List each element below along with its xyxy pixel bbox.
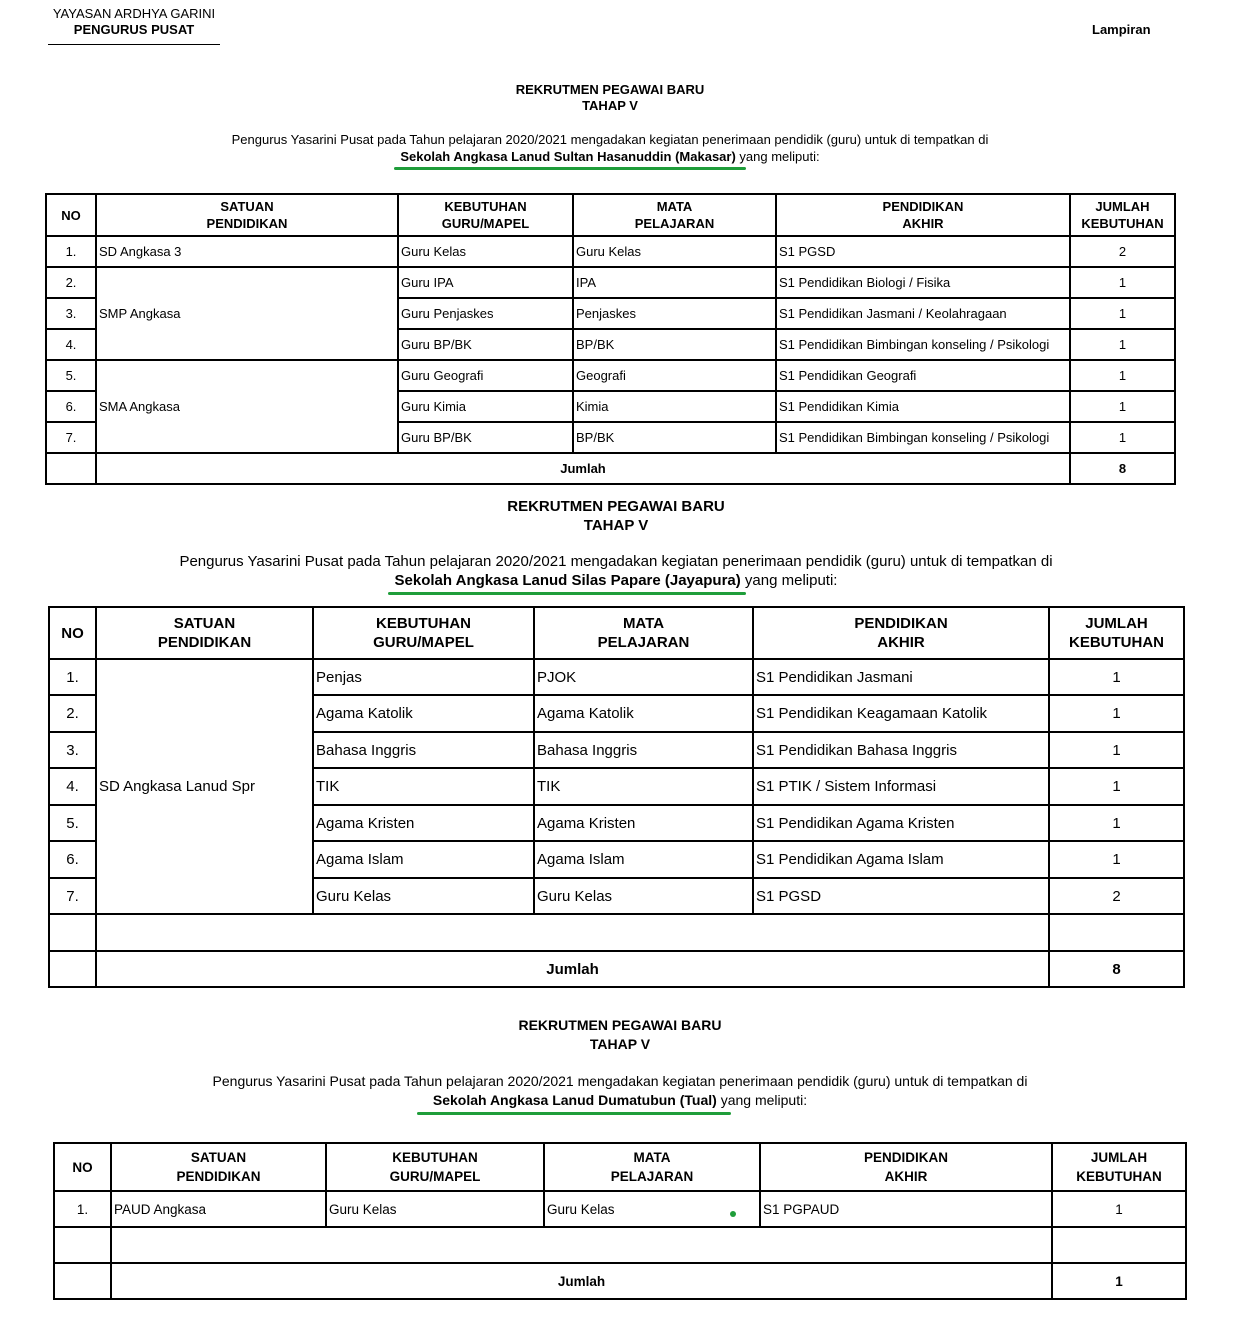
row-pendidikan: S1 Pendidikan Bimbingan konseling / Psikologi [776, 422, 1070, 453]
school-name: Sekolah Angkasa Lanud Sultan Hasanuddin (Makasar) [400, 149, 736, 164]
col-jumlah: JUMLAH KEBUTUHAN [1070, 194, 1175, 236]
section-subtitle: TAHAP V [582, 98, 638, 113]
col-mata: MATA PELAJARAN [573, 194, 776, 236]
row-pendidikan: S1 Pendidikan Jasmani [753, 659, 1049, 695]
row-no: 7. [46, 422, 96, 453]
row-no: 7. [49, 878, 96, 914]
section-3-heading [0, 1016, 1240, 1054]
row-no: 2. [46, 267, 96, 298]
table-header [54, 1143, 1186, 1191]
total-value: 8 [1070, 453, 1175, 484]
row-kebutuhan: Guru Kelas [313, 878, 534, 914]
org-name: YAYASAN ARDHYA GARINI [52, 6, 216, 21]
col-kebutuhan: KEBUTUHAN GURU/MAPEL [313, 607, 534, 659]
col-pendidikan: PENDIDIKAN AKHIR [753, 607, 1049, 659]
green-dot-mark [730, 1211, 736, 1217]
row-pendidikan: S1 Pendidikan Biologi / Fisika [776, 267, 1070, 298]
row-kebutuhan: Guru Kelas [398, 236, 573, 267]
row-mapel: Guru Kelas [544, 1191, 760, 1227]
row-mapel: Agama Islam [534, 841, 753, 878]
section-1-table [45, 193, 1176, 485]
intro-text: Pengurus Yasarini Pusat pada Tahun pelajaran 2020/2021 mengadakan kegiatan penerimaan pendidik (guru) untuk di tempatkan di [231, 132, 989, 147]
row-mapel: Bahasa Inggris [534, 732, 753, 768]
row-kebutuhan: Guru Geografi [398, 360, 573, 391]
empty-row [49, 914, 1184, 951]
row-jumlah: 1 [1049, 805, 1184, 841]
empty-row [54, 1227, 1186, 1263]
col-no: NO [54, 1143, 111, 1191]
row-pendidikan: S1 Pendidikan Kimia [776, 391, 1070, 422]
row-mapel: Kimia [573, 391, 776, 422]
row-mapel: BP/BK [573, 422, 776, 453]
table-header [49, 607, 1184, 659]
row-unit: SMA Angkasa [96, 360, 398, 453]
row-jumlah: 1 [1049, 768, 1184, 805]
row-pendidikan: S1 Pendidikan Agama Islam [753, 841, 1049, 878]
table-header [46, 194, 1175, 236]
col-satuan: SATUAN PENDIDIKAN [96, 607, 313, 659]
row-mapel: Guru Kelas [573, 236, 776, 267]
school-underline [388, 592, 746, 595]
row-jumlah: 1 [1070, 391, 1175, 422]
row-kebutuhan: Penjas [313, 659, 534, 695]
row-jumlah: 1 [1070, 329, 1175, 360]
total-row [46, 453, 1175, 484]
col-jumlah: JUMLAH KEBUTUHAN [1052, 1143, 1186, 1191]
col-jumlah: JUMLAH KEBUTUHAN [1049, 607, 1184, 659]
row-mapel: BP/BK [573, 329, 776, 360]
section-2-intro [0, 552, 1232, 590]
col-mata: MATA PELAJARAN [534, 607, 753, 659]
table-row [49, 659, 1184, 695]
row-pendidikan: S1 Pendidikan Bahasa Inggris [753, 732, 1049, 768]
col-pendidikan: PENDIDIKAN AKHIR [776, 194, 1070, 236]
row-jumlah: 1 [1070, 267, 1175, 298]
row-no: 5. [46, 360, 96, 391]
table-row [46, 236, 1175, 267]
row-no: 5. [49, 805, 96, 841]
row-jumlah: 2 [1070, 236, 1175, 267]
row-jumlah: 2 [1049, 878, 1184, 914]
row-no: 3. [49, 732, 96, 768]
row-jumlah: 1 [1070, 422, 1175, 453]
attachment-label: Lampiran [1092, 22, 1151, 37]
row-jumlah: 1 [1049, 695, 1184, 732]
school-name: Sekolah Angkasa Lanud Silas Papare (Jayapura) [394, 572, 741, 589]
row-kebutuhan: Guru Kelas [326, 1191, 544, 1227]
row-pendidikan: S1 Pendidikan Jasmani / Keolahragaan [776, 298, 1070, 329]
row-no: 4. [49, 768, 96, 805]
row-pendidikan: S1 Pendidikan Keagamaan Katolik [753, 695, 1049, 732]
row-kebutuhan: Agama Katolik [313, 695, 534, 732]
row-mapel: IPA [573, 267, 776, 298]
total-label: Jumlah [96, 453, 1070, 484]
col-satuan: SATUAN PENDIDIKAN [96, 194, 398, 236]
row-pendidikan: S1 Pendidikan Geografi [776, 360, 1070, 391]
row-pendidikan: S1 PGSD [776, 236, 1070, 267]
intro-suffix: yang meliputi: [739, 149, 820, 164]
table-row [46, 360, 1175, 391]
table-row [46, 267, 1175, 298]
col-kebutuhan: KEBUTUHAN GURU/MAPEL [326, 1143, 544, 1191]
row-no: 1. [46, 236, 96, 267]
col-mata: MATA PELAJARAN [544, 1143, 760, 1191]
col-satuan: SATUAN PENDIDIKAN [111, 1143, 326, 1191]
row-mapel: Penjaskes [573, 298, 776, 329]
row-mapel: PJOK [534, 659, 753, 695]
row-kebutuhan: TIK [313, 768, 534, 805]
row-kebutuhan: Agama Islam [313, 841, 534, 878]
total-row [49, 951, 1184, 987]
school-underline [394, 167, 746, 170]
row-no: 4. [46, 329, 96, 360]
row-kebutuhan: Guru BP/BK [398, 422, 573, 453]
col-pendidikan: PENDIDIKAN AKHIR [760, 1143, 1052, 1191]
org-unit: PENGURUS PUSAT [73, 22, 195, 37]
row-kebutuhan: Guru Kimia [398, 391, 573, 422]
row-no: 1. [49, 659, 96, 695]
total-value: 1 [1052, 1263, 1186, 1299]
row-jumlah: 1 [1049, 841, 1184, 878]
row-pendidikan: S1 PGSD [753, 878, 1049, 914]
row-pendidikan: S1 Pendidikan Bimbingan konseling / Psikologi [776, 329, 1070, 360]
row-no: 2. [49, 695, 96, 732]
total-label: Jumlah [96, 951, 1049, 987]
row-no: 3. [46, 298, 96, 329]
section-1-intro [0, 131, 1220, 165]
col-no: NO [46, 194, 96, 236]
row-kebutuhan: Bahasa Inggris [313, 732, 534, 768]
total-value: 8 [1049, 951, 1184, 987]
row-no: 6. [46, 391, 96, 422]
row-unit: PAUD Angkasa [111, 1191, 326, 1227]
row-kebutuhan: Guru Penjaskes [398, 298, 573, 329]
row-kebutuhan: Guru BP/BK [398, 329, 573, 360]
table-row [54, 1191, 1186, 1227]
letterhead-divider [48, 44, 220, 45]
section-subtitle: TAHAP V [589, 1036, 651, 1052]
section-2-table [48, 606, 1185, 988]
intro-suffix: yang meliputi: [720, 1092, 808, 1108]
intro-text: Pengurus Yasarini Pusat pada Tahun pelajaran 2020/2021 mengadakan kegiatan penerimaan pendidik (guru) untuk di tempatkan di [212, 1073, 1028, 1089]
row-jumlah: 1 [1049, 659, 1184, 695]
row-kebutuhan: Agama Kristen [313, 805, 534, 841]
row-mapel: Agama Kristen [534, 805, 753, 841]
row-mapel: Guru Kelas [534, 878, 753, 914]
total-label: Jumlah [111, 1263, 1052, 1299]
row-kebutuhan: Guru IPA [398, 267, 573, 298]
row-mapel: Agama Katolik [534, 695, 753, 732]
section-title: REKRUTMEN PEGAWAI BARU [515, 82, 705, 97]
col-kebutuhan: KEBUTUHAN GURU/MAPEL [398, 194, 573, 236]
row-pendidikan: S1 PGPAUD [760, 1191, 1052, 1227]
letterhead [48, 6, 220, 38]
row-unit: SMP Angkasa [96, 267, 398, 360]
row-unit: SD Angkasa Lanud Spr [96, 659, 313, 914]
row-jumlah: 1 [1049, 732, 1184, 768]
row-unit: SD Angkasa 3 [96, 236, 398, 267]
section-title: REKRUTMEN PEGAWAI BARU [518, 1017, 722, 1033]
section-title: REKRUTMEN PEGAWAI BARU [507, 498, 725, 515]
row-jumlah: 1 [1052, 1191, 1186, 1227]
section-1-heading [0, 82, 1220, 114]
section-2-heading [0, 497, 1232, 535]
row-no: 6. [49, 841, 96, 878]
section-3-intro [0, 1072, 1240, 1110]
school-underline [417, 1112, 731, 1115]
row-pendidikan: S1 Pendidikan Agama Kristen [753, 805, 1049, 841]
intro-text: Pengurus Yasarini Pusat pada Tahun pelajaran 2020/2021 mengadakan kegiatan penerimaan pendidik (guru) untuk di tempatkan di [179, 553, 1053, 570]
row-mapel: TIK [534, 768, 753, 805]
total-row [54, 1263, 1186, 1299]
row-no: 1. [54, 1191, 111, 1227]
row-jumlah: 1 [1070, 360, 1175, 391]
section-subtitle: TAHAP V [583, 517, 649, 534]
row-pendidikan: S1 PTIK / Sistem Informasi [753, 768, 1049, 805]
school-name: Sekolah Angkasa Lanud Dumatubun (Tual) [432, 1092, 717, 1108]
col-no: NO [49, 607, 96, 659]
intro-suffix: yang meliputi: [744, 572, 838, 589]
row-jumlah: 1 [1070, 298, 1175, 329]
section-3-table [53, 1142, 1187, 1300]
row-mapel: Geografi [573, 360, 776, 391]
